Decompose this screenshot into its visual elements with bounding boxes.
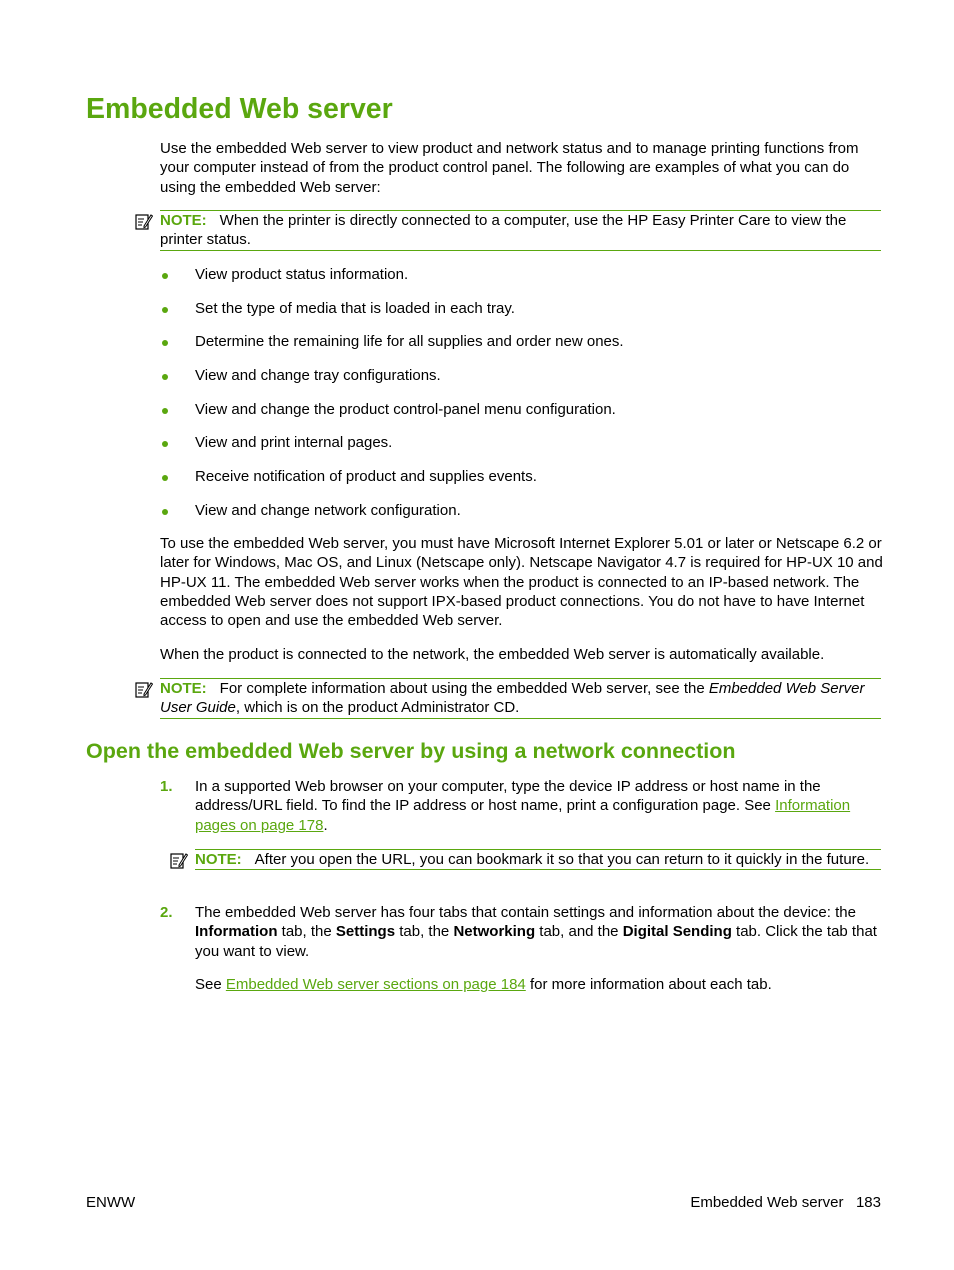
embedded-web-server-sections-link[interactable]: Embedded Web server sections on page 184 — [225, 976, 526, 993]
footer-left: ENWW — [86, 1194, 136, 1211]
bullet-dot — [162, 307, 168, 313]
step-number: 1. — [160, 778, 173, 795]
requirements-paragraph: To use the embedded Web server, you must have Microsoft Internet Explorer 5.01 or later or Netscape 6.2 or later for Windows, Mac OS, and Linux (Netscape only). Netscape Navigator 4.7 is required for HP-UX 10 and HP-UX 11. The embedded Web server works when the product is connected to an IP-based network. The embedded Web server does not support IPX-based product connections. You do not have to have Internet access to open and use the embedded Web server. — [160, 535, 883, 630]
note-pencil-icon — [135, 213, 153, 230]
bullet-dot — [162, 374, 168, 380]
footer-right — [690, 1193, 881, 1212]
step-2-text: The embedded Web server has four tabs that contain settings and information about the device: the Information tab, the Settings tab, the Networking tab, and the Digital Sending tab. Click the tab that you want to view. — [195, 904, 877, 960]
footer-title: Embedded Web server — [690, 1194, 844, 1211]
bullet-dot — [162, 441, 168, 447]
see-also-paragraph: See Embedded Web server sections on page 184 for more information about each tab. — [195, 976, 772, 993]
note-text: For complete information about using the embedded Web server, see the — [219, 680, 709, 697]
page-title: Embedded Web server — [86, 93, 393, 125]
page-number: 183 — [855, 1194, 881, 1211]
note-text: When the printer is directly connected to a computer, use the HP Easy Printer Care to view the printer status. — [160, 212, 847, 249]
note-box — [195, 849, 881, 870]
bullet-dot — [162, 273, 168, 279]
bullet-dot — [162, 475, 168, 481]
intro-paragraph: Use the embedded Web server to view product and network status and to manage printing functions from your computer instead of from the product control panel. The following are examples of what you can do using the embedded Web server: — [160, 140, 859, 196]
note-pencil-icon — [135, 681, 153, 698]
section-heading: Open the embedded Web server by using a network connection — [86, 739, 736, 763]
note-label: NOTE: — [195, 851, 242, 868]
note-box — [160, 210, 881, 251]
information-pages-link[interactable]: Information pages on page 178 — [195, 797, 851, 834]
note-text-end: , which is on the product Administrator CD. — [235, 699, 520, 717]
note-label: NOTE: — [160, 680, 207, 697]
note-label: NOTE: — [160, 212, 207, 229]
bullet-dot — [162, 340, 168, 346]
bullet-dot — [162, 408, 168, 414]
step-1-text: In a supported Web browser on your computer, type the device IP address or host name in the address/URL field. To find the IP address or host name, print a configuration page. See Information pages on page 178. — [195, 778, 851, 834]
note-pencil-icon — [170, 852, 188, 869]
step-number: 2. — [160, 904, 173, 921]
note-text: After you open the URL, you can bookmark it so that you can return to it quickly in the future. — [254, 851, 870, 868]
availability-paragraph: When the product is connected to the network, the embedded Web server is automatically available. — [160, 646, 825, 663]
bullet-dot — [162, 509, 168, 515]
guide-title: Embedded Web Server User Guide — [160, 680, 865, 717]
note-box — [160, 678, 881, 719]
